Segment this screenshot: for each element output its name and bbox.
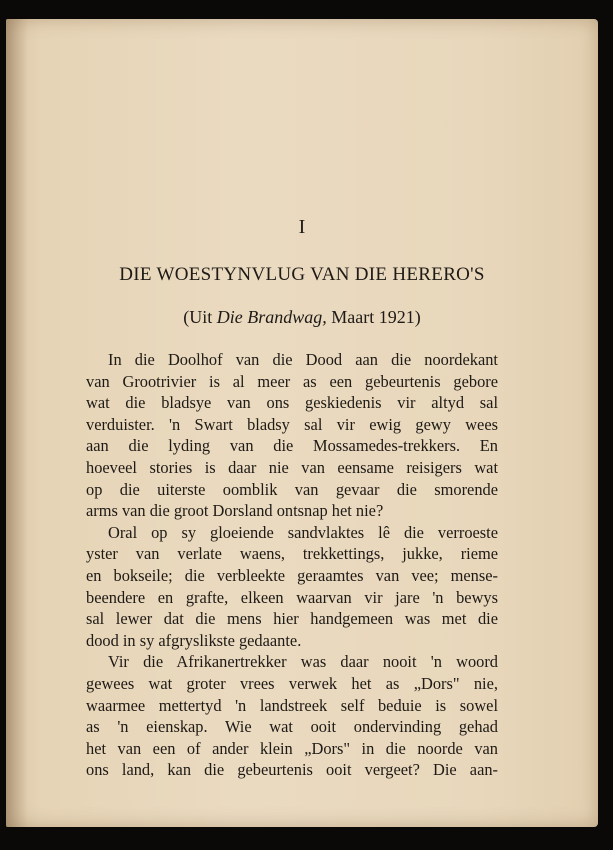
text-line: verduister. 'n Swart bladsy sal vir ewig gewy wees xyxy=(86,414,498,434)
text-line: In die Doolhof van die Dood aan die noordekant xyxy=(108,350,498,369)
chapter-subtitle xyxy=(66,307,538,328)
text-line: Oral op sy gloeiende sandvlaktes lê die verroeste xyxy=(108,522,498,542)
subtitle-publication: Die Brandwag, xyxy=(216,307,327,327)
text-line: Vir die Afrikanertrekker was daar nooit 'n woord xyxy=(108,652,498,672)
text-line: op die uiterste oomblik van gevaar die smorende xyxy=(86,479,498,499)
subtitle-date: Maart 1921) xyxy=(326,307,421,327)
paragraph xyxy=(86,522,498,652)
text-line: het van een of ander klein „Dors" in die noorde van xyxy=(86,738,498,758)
text-line: beendere en grafte, elkeen waarvan vir jare 'n bewys xyxy=(86,587,498,607)
text-line: gewees wat groter vrees verwek het as „Dors" nie, xyxy=(86,673,498,693)
chapter-title: DIE WOESTYNVLUG VAN DIE HERERO'S xyxy=(119,264,485,285)
text-line: as 'n eienskap. Wie wat ooit ondervinding gehad xyxy=(86,717,498,737)
book-page xyxy=(6,19,598,827)
text-line: yster van verlate waens, trekkettings, jukke, rieme xyxy=(86,544,498,564)
chapter-numeral: I xyxy=(298,216,306,238)
text-line: dood in sy afgryslikste gedaante. xyxy=(86,630,302,650)
text-line: en bokseile; die verbleekte geraamtes van vee; mense- xyxy=(86,565,498,585)
subtitle-open: (Uit xyxy=(183,307,217,327)
text-line: sal lewer dat die mens hier handgemeen was met die xyxy=(86,609,498,629)
body-text xyxy=(86,349,498,781)
text-line: aan die lyding van die Mossamedes-trekkers. En xyxy=(86,436,498,456)
text-line: ons land, kan die gebeurtenis ooit vergeet? Die aan- xyxy=(86,760,498,780)
text-line: waarmee mettertyd 'n landstreek self beduie is sowel xyxy=(86,695,498,715)
text-line: van Grootrivier is al meer as een gebeurtenis gebore xyxy=(86,371,498,391)
paragraph xyxy=(86,349,498,522)
text-line: arms van die groot Dorsland ontsnap het nie? xyxy=(86,501,384,521)
text-line: hoeveel stories is daar nie van eensame reisigers wat xyxy=(86,457,498,477)
text-line: wat die bladsye van ons geskiedenis vir altyd sal xyxy=(86,393,498,413)
paragraph xyxy=(86,651,498,781)
page-spine-shadow xyxy=(6,19,28,827)
